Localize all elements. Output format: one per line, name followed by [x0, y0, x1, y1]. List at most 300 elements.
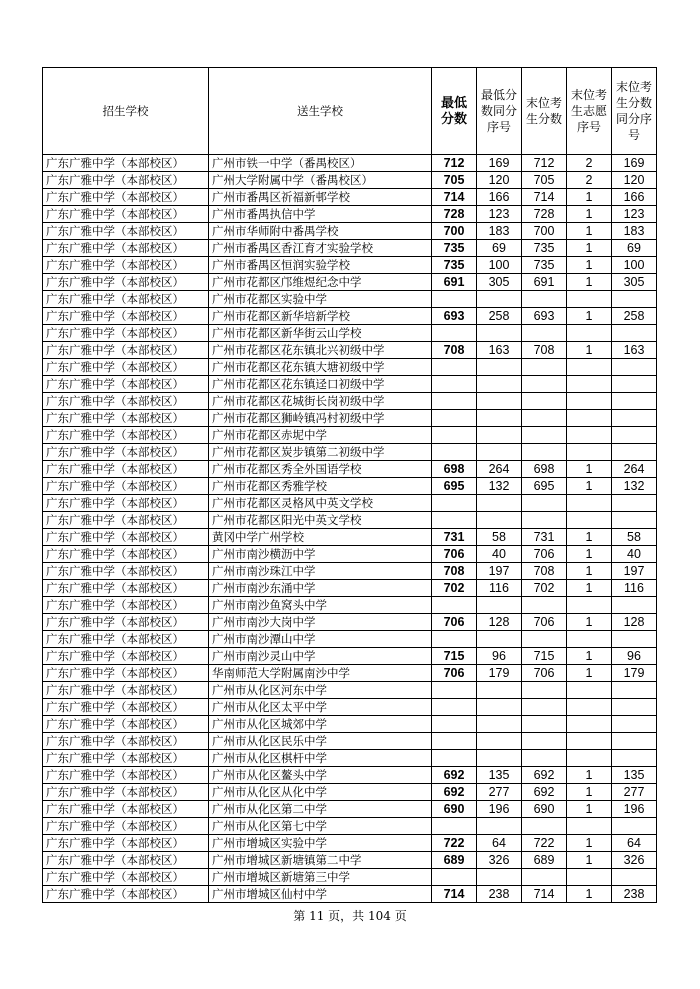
- enrolling-school-cell: 广东广雅中学（本部校区）: [43, 257, 209, 274]
- min-score-cell: [432, 597, 477, 614]
- last-score-cell: 728: [522, 206, 567, 223]
- enrolling-school-cell: 广东广雅中学（本部校区）: [43, 325, 209, 342]
- min-score-cell: 706: [432, 546, 477, 563]
- last-score-cell: [522, 393, 567, 410]
- sending-school-cell: 广州市从化区河东中学: [209, 682, 432, 699]
- last-tie-rank-cell: 64: [612, 835, 657, 852]
- sending-school-cell: 黄冈中学广州学校: [209, 529, 432, 546]
- min-score-tie-rank-cell: 128: [477, 614, 522, 631]
- last-score-cell: [522, 869, 567, 886]
- min-score-tie-rank-cell: 120: [477, 172, 522, 189]
- last-score-cell: 722: [522, 835, 567, 852]
- min-score-tie-rank-cell: 100: [477, 257, 522, 274]
- min-score-tie-rank-cell: 258: [477, 308, 522, 325]
- min-score-tie-rank-cell: 40: [477, 546, 522, 563]
- sending-school-cell: 广州市南沙东涌中学: [209, 580, 432, 597]
- last-preference-cell: [567, 869, 612, 886]
- last-score-cell: [522, 512, 567, 529]
- last-tie-rank-cell: 69: [612, 240, 657, 257]
- last-tie-rank-cell: 100: [612, 257, 657, 274]
- min-score-cell: 706: [432, 614, 477, 631]
- sending-school-cell: 广州市花都区秀全外国语学校: [209, 461, 432, 478]
- sending-school-cell: 广州市花都区花城街长岗初级中学: [209, 393, 432, 410]
- table-row: [43, 223, 657, 240]
- min-score-cell: [432, 869, 477, 886]
- last-score-cell: 689: [522, 852, 567, 869]
- enrolling-school-cell: 广东广雅中学（本部校区）: [43, 172, 209, 189]
- last-preference-cell: 1: [567, 257, 612, 274]
- enrolling-school-cell: 广东广雅中学（本部校区）: [43, 733, 209, 750]
- enrolling-school-cell: 广东广雅中学（本部校区）: [43, 546, 209, 563]
- last-score-cell: 731: [522, 529, 567, 546]
- table-row: [43, 206, 657, 223]
- table-row: [43, 461, 657, 478]
- last-tie-rank-cell: 132: [612, 478, 657, 495]
- min-score-cell: [432, 410, 477, 427]
- last-preference-cell: [567, 410, 612, 427]
- min-score-tie-rank-cell: [477, 291, 522, 308]
- enrolling-school-cell: 广东广雅中学（本部校区）: [43, 376, 209, 393]
- enrolling-school-cell: 广东广雅中学（本部校区）: [43, 155, 209, 172]
- last-score-cell: [522, 631, 567, 648]
- last-score-cell: 706: [522, 614, 567, 631]
- min-score-tie-rank-cell: 179: [477, 665, 522, 682]
- min-score-tie-rank-cell: 163: [477, 342, 522, 359]
- min-score-cell: 692: [432, 767, 477, 784]
- last-preference-cell: 1: [567, 478, 612, 495]
- table-row: [43, 376, 657, 393]
- last-score-cell: [522, 818, 567, 835]
- sending-school-cell: 广州市番禺区香江育才实验学校: [209, 240, 432, 257]
- last-preference-cell: 1: [567, 784, 612, 801]
- table-row: [43, 614, 657, 631]
- min-score-tie-rank-cell: [477, 682, 522, 699]
- enrolling-school-cell: 广东广雅中学（本部校区）: [43, 716, 209, 733]
- sending-school-cell: 广州市增城区新塘第三中学: [209, 869, 432, 886]
- last-score-cell: 715: [522, 648, 567, 665]
- table-row: [43, 512, 657, 529]
- min-score-cell: [432, 512, 477, 529]
- enrolling-school-cell: 广东广雅中学（本部校区）: [43, 835, 209, 852]
- last-score-cell: 708: [522, 563, 567, 580]
- min-score-tie-rank-cell: [477, 393, 522, 410]
- last-preference-cell: [567, 682, 612, 699]
- last-tie-rank-cell: [612, 716, 657, 733]
- sending-school-cell: 华南师范大学附属南沙中学: [209, 665, 432, 682]
- last-tie-rank-cell: [612, 444, 657, 461]
- last-score-cell: 714: [522, 886, 567, 903]
- sending-school-cell: 广州市增城区新塘镇第二中学: [209, 852, 432, 869]
- enrolling-school-cell: 广东广雅中学（本部校区）: [43, 801, 209, 818]
- last-preference-cell: [567, 495, 612, 512]
- table-row: [43, 699, 657, 716]
- sending-school-cell: 广州市花都区新华培新学校: [209, 308, 432, 325]
- table-row: [43, 801, 657, 818]
- sending-school-cell: 广州市从化区鳌头中学: [209, 767, 432, 784]
- last-preference-cell: 1: [567, 529, 612, 546]
- last-preference-cell: 1: [567, 308, 612, 325]
- enrolling-school-cell: 广东广雅中学（本部校区）: [43, 495, 209, 512]
- sending-school-cell: 广州市花都区灵格风中英文学校: [209, 495, 432, 512]
- enrolling-school-cell: 广东广雅中学（本部校区）: [43, 308, 209, 325]
- last-preference-cell: [567, 291, 612, 308]
- last-preference-cell: [567, 376, 612, 393]
- table-row: [43, 342, 657, 359]
- last-tie-rank-cell: 116: [612, 580, 657, 597]
- table-row: [43, 682, 657, 699]
- last-preference-cell: 1: [567, 189, 612, 206]
- sending-school-cell: 广州市从化区民乐中学: [209, 733, 432, 750]
- last-score-cell: 735: [522, 257, 567, 274]
- header-min-score: 最低分数: [432, 68, 477, 155]
- last-preference-cell: [567, 444, 612, 461]
- table-row: [43, 665, 657, 682]
- last-tie-rank-cell: 197: [612, 563, 657, 580]
- table-row: [43, 597, 657, 614]
- sending-school-cell: 广州市花都区花东镇迳口初级中学: [209, 376, 432, 393]
- min-score-tie-rank-cell: 58: [477, 529, 522, 546]
- last-score-cell: 706: [522, 546, 567, 563]
- table-row: [43, 478, 657, 495]
- min-score-tie-rank-cell: 169: [477, 155, 522, 172]
- enrolling-school-cell: 广东广雅中学（本部校区）: [43, 240, 209, 257]
- last-preference-cell: 1: [567, 240, 612, 257]
- sending-school-cell: 广州市番禺区恒润实验学校: [209, 257, 432, 274]
- header-enrolling-school: 招生学校: [43, 68, 209, 155]
- last-tie-rank-cell: [612, 410, 657, 427]
- last-tie-rank-cell: 326: [612, 852, 657, 869]
- table-row: [43, 393, 657, 410]
- header-last-tie-rank: 末位考生分数同分序号: [612, 68, 657, 155]
- last-tie-rank-cell: 183: [612, 223, 657, 240]
- last-tie-rank-cell: [612, 512, 657, 529]
- last-preference-cell: 1: [567, 206, 612, 223]
- last-tie-rank-cell: 128: [612, 614, 657, 631]
- min-score-cell: 728: [432, 206, 477, 223]
- enrolling-school-cell: 广东广雅中学（本部校区）: [43, 189, 209, 206]
- min-score-tie-rank-cell: [477, 495, 522, 512]
- last-score-cell: 695: [522, 478, 567, 495]
- sending-school-cell: 广州市番禺执信中学: [209, 206, 432, 223]
- sending-school-cell: 广州市花都区实验中学: [209, 291, 432, 308]
- min-score-cell: 714: [432, 886, 477, 903]
- min-score-cell: [432, 631, 477, 648]
- last-score-cell: [522, 359, 567, 376]
- last-tie-rank-cell: 135: [612, 767, 657, 784]
- min-score-tie-rank-cell: [477, 376, 522, 393]
- enrolling-school-cell: 广东广雅中学（本部校区）: [43, 580, 209, 597]
- last-score-cell: 714: [522, 189, 567, 206]
- table-row: [43, 240, 657, 257]
- min-score-cell: [432, 495, 477, 512]
- table-row: [43, 257, 657, 274]
- table-row: [43, 631, 657, 648]
- last-score-cell: [522, 716, 567, 733]
- last-score-cell: 692: [522, 767, 567, 784]
- min-score-tie-rank-cell: [477, 750, 522, 767]
- enrolling-school-cell: 广东广雅中学（本部校区）: [43, 206, 209, 223]
- enrolling-school-cell: 广东广雅中学（本部校区）: [43, 886, 209, 903]
- last-tie-rank-cell: 169: [612, 155, 657, 172]
- min-score-cell: [432, 393, 477, 410]
- last-preference-cell: 1: [567, 546, 612, 563]
- enrolling-school-cell: 广东广雅中学（本部校区）: [43, 597, 209, 614]
- table-row: [43, 325, 657, 342]
- last-tie-rank-cell: 166: [612, 189, 657, 206]
- enrolling-school-cell: 广东广雅中学（本部校区）: [43, 699, 209, 716]
- min-score-tie-rank-cell: [477, 818, 522, 835]
- last-preference-cell: [567, 699, 612, 716]
- min-score-tie-rank-cell: 166: [477, 189, 522, 206]
- last-score-cell: 735: [522, 240, 567, 257]
- sending-school-cell: 广州市增城区实验中学: [209, 835, 432, 852]
- table-row: [43, 529, 657, 546]
- min-score-tie-rank-cell: 264: [477, 461, 522, 478]
- table-row: [43, 155, 657, 172]
- last-tie-rank-cell: [612, 818, 657, 835]
- enrolling-school-cell: 广东广雅中学（本部校区）: [43, 393, 209, 410]
- sending-school-cell: 广州市南沙鱼窝头中学: [209, 597, 432, 614]
- min-score-cell: 706: [432, 665, 477, 682]
- last-score-cell: [522, 733, 567, 750]
- enrolling-school-cell: 广东广雅中学（本部校区）: [43, 784, 209, 801]
- min-score-tie-rank-cell: 69: [477, 240, 522, 257]
- last-preference-cell: 1: [567, 801, 612, 818]
- sending-school-cell: 广州市花都区阳光中英文学校: [209, 512, 432, 529]
- table-body: [43, 155, 657, 903]
- last-score-cell: 690: [522, 801, 567, 818]
- last-tie-rank-cell: [612, 869, 657, 886]
- table-row: [43, 886, 657, 903]
- last-preference-cell: [567, 325, 612, 342]
- header-last-score: 末位考生分数: [522, 68, 567, 155]
- table-row: [43, 274, 657, 291]
- enrolling-school-cell: 广东广雅中学（本部校区）: [43, 529, 209, 546]
- sending-school-cell: 广州市番禺区祈福新邨学校: [209, 189, 432, 206]
- last-preference-cell: [567, 393, 612, 410]
- enrolling-school-cell: 广东广雅中学（本部校区）: [43, 665, 209, 682]
- sending-school-cell: 广州市铁一中学（番禺校区）: [209, 155, 432, 172]
- enrolling-school-cell: 广东广雅中学（本部校区）: [43, 291, 209, 308]
- sending-school-cell: 广州市从化区第二中学: [209, 801, 432, 818]
- last-preference-cell: 1: [567, 852, 612, 869]
- table-row: [43, 648, 657, 665]
- min-score-tie-rank-cell: 135: [477, 767, 522, 784]
- min-score-cell: 714: [432, 189, 477, 206]
- min-score-cell: 691: [432, 274, 477, 291]
- enrolling-school-cell: 广东广雅中学（本部校区）: [43, 410, 209, 427]
- last-preference-cell: [567, 512, 612, 529]
- min-score-tie-rank-cell: [477, 597, 522, 614]
- last-score-cell: 712: [522, 155, 567, 172]
- last-tie-rank-cell: [612, 597, 657, 614]
- last-tie-rank-cell: 264: [612, 461, 657, 478]
- last-tie-rank-cell: 58: [612, 529, 657, 546]
- table-row: [43, 767, 657, 784]
- sending-school-cell: 广州市南沙大岗中学: [209, 614, 432, 631]
- last-tie-rank-cell: [612, 631, 657, 648]
- table-row: [43, 733, 657, 750]
- min-score-tie-rank-cell: [477, 512, 522, 529]
- min-score-cell: [432, 444, 477, 461]
- table-row: [43, 308, 657, 325]
- last-tie-rank-cell: [612, 682, 657, 699]
- min-score-cell: 735: [432, 240, 477, 257]
- sending-school-cell: 广州市从化区第七中学: [209, 818, 432, 835]
- sending-school-cell: 广州市南沙灵山中学: [209, 648, 432, 665]
- header-row: [43, 68, 657, 155]
- enrolling-school-cell: 广东广雅中学（本部校区）: [43, 682, 209, 699]
- last-tie-rank-cell: [612, 733, 657, 750]
- table-row: [43, 495, 657, 512]
- last-tie-rank-cell: 163: [612, 342, 657, 359]
- min-score-cell: [432, 359, 477, 376]
- last-preference-cell: 1: [567, 274, 612, 291]
- last-preference-cell: 1: [567, 461, 612, 478]
- last-score-cell: 705: [522, 172, 567, 189]
- min-score-tie-rank-cell: [477, 716, 522, 733]
- min-score-tie-rank-cell: [477, 733, 522, 750]
- min-score-cell: 712: [432, 155, 477, 172]
- sending-school-cell: 广州市花都区秀雅学校: [209, 478, 432, 495]
- enrolling-school-cell: 广东广雅中学（本部校区）: [43, 648, 209, 665]
- min-score-cell: [432, 818, 477, 835]
- enrolling-school-cell: 广东广雅中学（本部校区）: [43, 852, 209, 869]
- min-score-cell: 693: [432, 308, 477, 325]
- min-score-cell: 692: [432, 784, 477, 801]
- sending-school-cell: 广州市南沙潭山中学: [209, 631, 432, 648]
- last-preference-cell: 1: [567, 223, 612, 240]
- sending-school-cell: 广州市从化区太平中学: [209, 699, 432, 716]
- sending-school-cell: 广州大学附属中学（番禺校区）: [209, 172, 432, 189]
- sending-school-cell: 广州市南沙珠江中学: [209, 563, 432, 580]
- min-score-tie-rank-cell: [477, 427, 522, 444]
- min-score-tie-rank-cell: [477, 699, 522, 716]
- last-tie-rank-cell: 40: [612, 546, 657, 563]
- min-score-cell: 702: [432, 580, 477, 597]
- last-score-cell: 700: [522, 223, 567, 240]
- last-score-cell: 702: [522, 580, 567, 597]
- table-row: [43, 835, 657, 852]
- last-tie-rank-cell: 179: [612, 665, 657, 682]
- sending-school-cell: 广州市华师附中番禺学校: [209, 223, 432, 240]
- table-row: [43, 291, 657, 308]
- min-score-tie-rank-cell: 96: [477, 648, 522, 665]
- min-score-tie-rank-cell: [477, 444, 522, 461]
- min-score-tie-rank-cell: 326: [477, 852, 522, 869]
- min-score-cell: 708: [432, 563, 477, 580]
- last-score-cell: [522, 410, 567, 427]
- enrolling-school-cell: 广东广雅中学（本部校区）: [43, 461, 209, 478]
- min-score-cell: 708: [432, 342, 477, 359]
- min-score-cell: 715: [432, 648, 477, 665]
- page-footer: 第 11 页，共 104 页: [293, 909, 407, 923]
- enrolling-school-cell: 广东广雅中学（本部校区）: [43, 427, 209, 444]
- min-score-cell: 731: [432, 529, 477, 546]
- min-score-tie-rank-cell: [477, 631, 522, 648]
- last-preference-cell: [567, 716, 612, 733]
- last-preference-cell: [567, 597, 612, 614]
- min-score-cell: [432, 750, 477, 767]
- table-row: [43, 189, 657, 206]
- enrolling-school-cell: 广东广雅中学（本部校区）: [43, 478, 209, 495]
- enrolling-school-cell: 广东广雅中学（本部校区）: [43, 274, 209, 291]
- min-score-cell: 698: [432, 461, 477, 478]
- last-tie-rank-cell: [612, 291, 657, 308]
- last-tie-rank-cell: 258: [612, 308, 657, 325]
- last-preference-cell: [567, 427, 612, 444]
- min-score-cell: [432, 716, 477, 733]
- last-score-cell: 708: [522, 342, 567, 359]
- last-score-cell: [522, 376, 567, 393]
- min-score-cell: [432, 376, 477, 393]
- enrolling-school-cell: 广东广雅中学（本部校区）: [43, 767, 209, 784]
- last-preference-cell: 1: [567, 580, 612, 597]
- min-score-tie-rank-cell: 196: [477, 801, 522, 818]
- last-tie-rank-cell: [612, 393, 657, 410]
- last-preference-cell: [567, 631, 612, 648]
- last-preference-cell: 2: [567, 172, 612, 189]
- table-row: [43, 444, 657, 461]
- last-tie-rank-cell: 196: [612, 801, 657, 818]
- last-tie-rank-cell: 238: [612, 886, 657, 903]
- last-preference-cell: [567, 359, 612, 376]
- enrolling-school-cell: 广东广雅中学（本部校区）: [43, 342, 209, 359]
- min-score-tie-rank-cell: 197: [477, 563, 522, 580]
- min-score-cell: [432, 733, 477, 750]
- min-score-tie-rank-cell: 132: [477, 478, 522, 495]
- table-row: [43, 172, 657, 189]
- last-preference-cell: 1: [567, 665, 612, 682]
- enrolling-school-cell: 广东广雅中学（本部校区）: [43, 444, 209, 461]
- table-row: [43, 784, 657, 801]
- table-row: [43, 427, 657, 444]
- last-preference-cell: 1: [567, 342, 612, 359]
- enrolling-school-cell: 广东广雅中学（本部校区）: [43, 563, 209, 580]
- last-tie-rank-cell: 120: [612, 172, 657, 189]
- header-min-score-tie-rank: 最低分数同分序号: [477, 68, 522, 155]
- last-score-cell: 693: [522, 308, 567, 325]
- enrolling-school-cell: 广东广雅中学（本部校区）: [43, 614, 209, 631]
- table-row: [43, 580, 657, 597]
- last-tie-rank-cell: 123: [612, 206, 657, 223]
- table-row: [43, 852, 657, 869]
- last-preference-cell: 1: [567, 886, 612, 903]
- min-score-cell: 735: [432, 257, 477, 274]
- last-score-cell: [522, 427, 567, 444]
- sending-school-cell: 广州市花都区狮岭镇冯村初级中学: [209, 410, 432, 427]
- last-preference-cell: 1: [567, 648, 612, 665]
- last-preference-cell: 2: [567, 155, 612, 172]
- admission-table: [42, 67, 657, 903]
- min-score-tie-rank-cell: 183: [477, 223, 522, 240]
- last-tie-rank-cell: [612, 359, 657, 376]
- last-tie-rank-cell: 305: [612, 274, 657, 291]
- min-score-tie-rank-cell: 123: [477, 206, 522, 223]
- min-score-cell: [432, 682, 477, 699]
- last-score-cell: [522, 682, 567, 699]
- last-tie-rank-cell: 96: [612, 648, 657, 665]
- last-score-cell: [522, 325, 567, 342]
- sending-school-cell: 广州市增城区仙村中学: [209, 886, 432, 903]
- min-score-cell: [432, 699, 477, 716]
- sending-school-cell: 广州市花都区邝维煜纪念中学: [209, 274, 432, 291]
- min-score-tie-rank-cell: 238: [477, 886, 522, 903]
- min-score-cell: [432, 291, 477, 308]
- last-preference-cell: [567, 818, 612, 835]
- last-tie-rank-cell: [612, 495, 657, 512]
- last-score-cell: [522, 597, 567, 614]
